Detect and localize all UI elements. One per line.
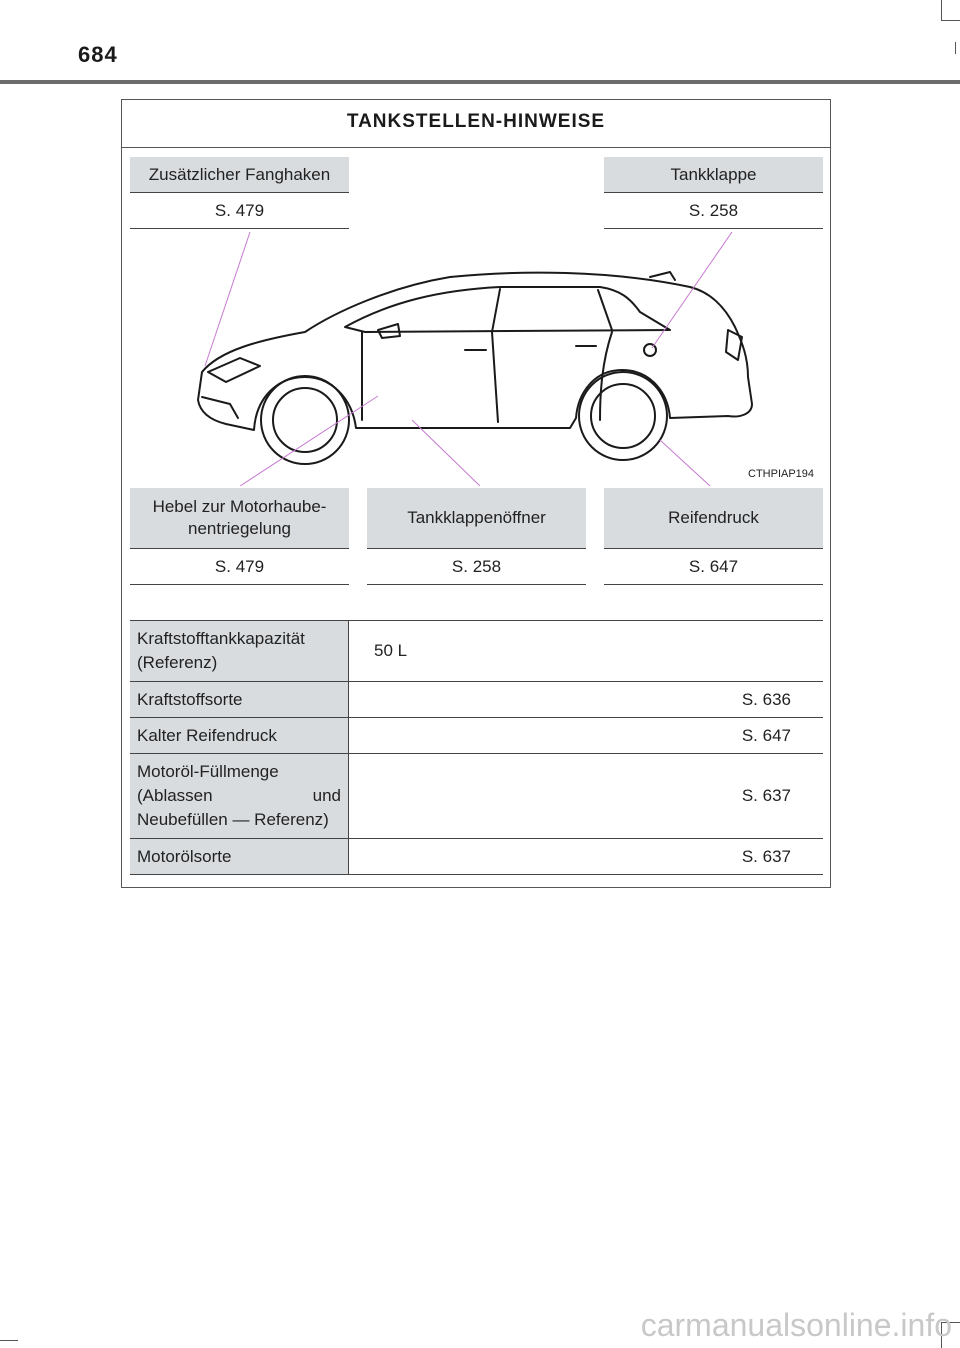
rear-spoiler <box>650 272 675 280</box>
page-number: 684 <box>78 42 118 67</box>
spec-value: S. 636 <box>741 689 791 709</box>
spec-row-tank-capacity <box>130 621 823 682</box>
spec-label: Kalter Reifendruck <box>130 718 349 753</box>
spec-row-oil-capacity <box>130 754 823 839</box>
car-side-view-diagram <box>130 232 824 486</box>
section-title: TANKSTELLEN-HINWEISE <box>122 100 830 148</box>
front-wheel-rim <box>273 388 337 452</box>
car-b-pillar <box>492 289 500 332</box>
pointer-fuel-door-opener <box>412 420 480 486</box>
figure-id: CTHPIAP194 <box>748 468 815 480</box>
pointer-fuel-door <box>652 232 732 348</box>
spec-label: Kraftstoffsorte <box>130 682 349 717</box>
spec-value: S. 637 <box>741 786 791 805</box>
car-front-door <box>362 332 498 422</box>
spec-row-cold-tire-pressure <box>130 718 823 754</box>
taillight <box>726 330 742 360</box>
fuel-door <box>644 344 656 356</box>
label-fuel-door-opener: Tankklappenöffner <box>367 488 586 549</box>
crop-mark <box>955 42 956 54</box>
spec-value: 50 L <box>374 641 408 660</box>
crop-mark <box>0 1340 18 1341</box>
spec-value: S. 637 <box>741 846 791 866</box>
crop-mark <box>941 20 960 21</box>
ref-fuel-door: S. 258 <box>604 193 823 229</box>
ref-fuel-door-opener: S. 258 <box>367 549 586 585</box>
pointer-tire-pressure <box>660 440 710 486</box>
spec-row-fuel-type <box>130 682 823 718</box>
spec-label: Kraftstofftankkapazität (Referenz) <box>130 621 349 681</box>
front-wheel <box>261 376 349 464</box>
spec-label: Motorölsorte <box>130 839 349 874</box>
header-rule <box>0 80 960 84</box>
label-tire-pressure: Reifendruck <box>604 488 823 549</box>
pointer-hood-release <box>240 396 378 486</box>
ref-tire-pressure: S. 647 <box>604 549 823 585</box>
label-auxiliary-catch: Zusätzlicher Fanghaken <box>130 157 349 193</box>
car-c-pillar <box>598 290 612 330</box>
label-fuel-door: Tankklappe <box>604 157 823 193</box>
watermark: carmanualsonline.info <box>640 1307 952 1343</box>
spec-label: Motoröl-Füllmenge (Ablassen und Neubefüllen — Referenz) <box>130 754 349 838</box>
spec-row-oil-type <box>130 839 823 875</box>
crop-mark <box>941 0 942 20</box>
rear-wheel <box>579 372 667 460</box>
ref-hood-release: S. 479 <box>130 549 349 585</box>
car-body-outline <box>198 273 752 430</box>
ref-auxiliary-catch: S. 479 <box>130 193 349 229</box>
headlight <box>208 358 260 382</box>
spec-value: S. 647 <box>741 725 791 745</box>
label-hood-release: Hebel zur Motorhaube-nentriegelung <box>130 488 349 549</box>
